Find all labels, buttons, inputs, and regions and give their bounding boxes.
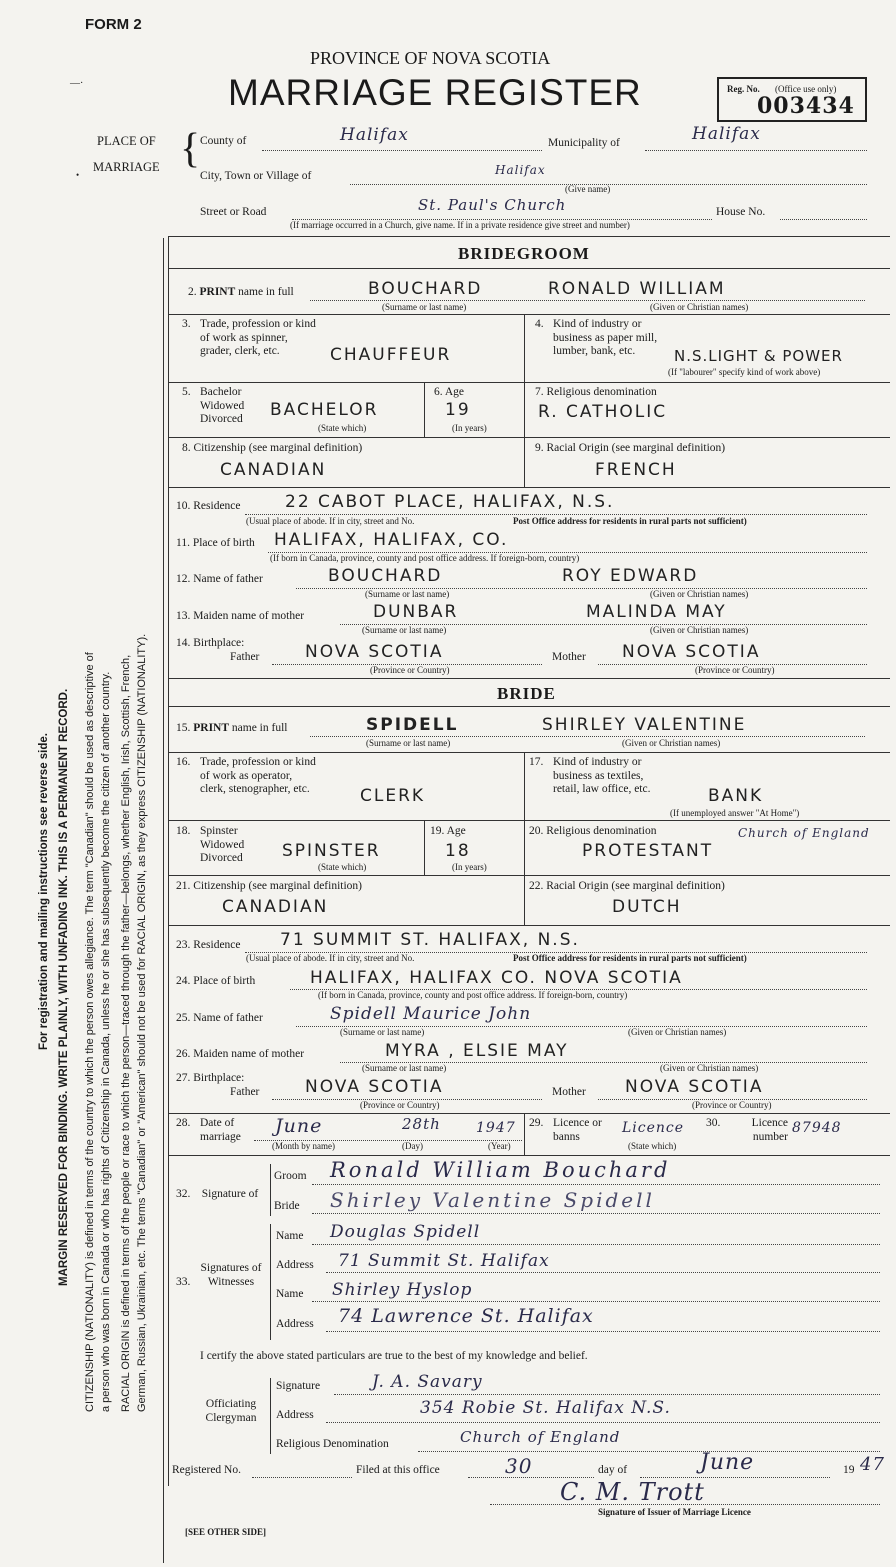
w1-address-label: Address (276, 1259, 314, 1271)
bride-religion-extra: Church of England (738, 826, 870, 840)
father-given-note: (Given or Christian names) (650, 589, 749, 599)
groom-mother-surname: DUNBAR (373, 602, 459, 622)
see-other-side: [SEE OTHER SIDE] (185, 1527, 267, 1537)
groom-status: BACHELOR (270, 400, 379, 420)
witness1-name: Douglas Spidell (330, 1222, 481, 1242)
reg-number-box (717, 77, 867, 122)
officiating-label: Officiating Clergyman (205, 1398, 257, 1424)
f18-label: Spinster Widowed Divorced (200, 825, 245, 864)
reg-label: Reg. No. (727, 84, 760, 94)
place-label-1: PLACE OF (97, 134, 156, 148)
margin-racial-def-2: German, Russian, Ukrainian, etc. The terms "Canadian" or "American" should not be used for RACIAL ORIGIN, as they express CITIZENSHIP (NATIONALITY). (136, 633, 148, 1412)
bride-age: 18 (445, 841, 471, 861)
day-of-label: day of (598, 1464, 628, 1476)
f25-label: Name of father (193, 1012, 263, 1024)
bride-status: SPINSTER (282, 841, 381, 861)
filed-label: Filed at this office (356, 1464, 440, 1476)
groom-industry: N.S.LIGHT & POWER (674, 347, 843, 365)
bride-given: SHIRLEY VALENTINE (542, 715, 747, 735)
f19-label: Age (446, 825, 466, 837)
groom-surname: BOUCHARD (368, 279, 483, 299)
bridegroom-heading: BRIDEGROOM (458, 244, 590, 263)
bride-print-label: PRINT (193, 722, 230, 734)
groom-state-which: (State which) (318, 423, 367, 433)
f27-label: Birthplace: (193, 1072, 245, 1084)
birth-note: (If born in Canada, province, county and post office address. If foreign-born, country) (270, 553, 580, 563)
groom-mother-birthplace: NOVA SCOTIA (622, 642, 761, 662)
margin-citizenship-def-1: CITIZENSHIP (NATIONALITY) is defined in terms of the country to which the person owes allegiance. The term "Canadian" should be used as descriptive of (84, 652, 96, 1412)
mother-given-note: (Given or Christian names) (650, 625, 749, 635)
f22-label: Racial Origin (see marginal definition) (546, 880, 725, 892)
bride-birthplace: HALIFAX, HALIFAX CO. NOVA SCOTIA (310, 968, 683, 988)
bride-surname: SPIDELL (366, 715, 459, 735)
filed-year: 47 (860, 1454, 885, 1475)
filed-month: June (700, 1450, 755, 1475)
clergy-address-label: Address (276, 1409, 314, 1421)
bride-mother-country-note: (Province or Country) (692, 1100, 772, 1110)
licence-number: 87948 (792, 1120, 842, 1136)
bride-industry: BANK (708, 786, 764, 806)
bride-birth-note: (If born in Canada, province, county and post office address. If foreign-born, country) (318, 990, 628, 1000)
margin-binding-note: MARGIN RESERVED FOR BINDING. WRITE PLAINLY, WITH UNFADING INK. THIS IS A PERMANENT RECORD. (58, 688, 70, 1286)
bride-given-note: (Given or Christian names) (622, 738, 721, 748)
residence-note-a: (Usual place of abode. If in city, street and No. (246, 516, 415, 526)
street-label: Street or Road (200, 206, 267, 218)
f30-label: Licence number (751, 1117, 788, 1143)
groom-father-given: ROY EDWARD (562, 566, 699, 586)
f32-label: Signature of (201, 1188, 259, 1200)
bride-state-which: (State which) (318, 862, 367, 872)
municipality-value: Halifax (692, 124, 761, 144)
f26-label: Maiden name of mother (193, 1048, 305, 1060)
bride-father-country-note: (Province or Country) (360, 1100, 440, 1110)
place-label-2: MARRIAGE (93, 160, 160, 174)
groom-mother-bp-label: Mother (552, 651, 586, 663)
groom-origin: FRENCH (595, 460, 677, 480)
groom-given-note: (Given or Christian names) (650, 302, 749, 312)
year-prefix: 19 (843, 1464, 855, 1476)
mother-country-note: (Province or Country) (695, 665, 775, 675)
groom-sign-label: Groom (274, 1170, 307, 1182)
groom-given: RONALD WILLIAM (548, 279, 726, 299)
bride-mother-given-note: (Given or Christian names) (660, 1063, 759, 1073)
w2-address-label: Address (276, 1318, 314, 1330)
bride-name-in-full-label: name in full (231, 722, 288, 734)
bride-signature: Shirley Valentine Spidell (330, 1188, 655, 1212)
groom-in-years: (In years) (452, 423, 487, 433)
month-note: (Month by name) (272, 1141, 335, 1151)
f12-label: Name of father (193, 573, 263, 585)
groom-mother-given: MALINDA MAY (586, 602, 727, 622)
witness2-address: 74 Lawrence St. Halifax (338, 1305, 594, 1327)
clergy-sign-label: Signature (276, 1380, 321, 1392)
f4-label: Kind of industry or business as paper mill, lumber, bank, etc. (553, 318, 658, 357)
county-label: County of (200, 135, 247, 147)
county-value: Halifax (340, 125, 409, 145)
bride-surname-note: (Surname or last name) (366, 738, 451, 748)
street-value: St. Paul's Church (418, 196, 567, 214)
registered-label: Registered No. (172, 1464, 241, 1476)
margin-citizenship-def-2: a person who was born in Canada or who has rights of Citizenship in Canada, unless he or she has subsequently become the citizen of another country. (100, 671, 112, 1412)
father-surname-note: (Surname or last name) (365, 589, 450, 599)
bride-sign-label: Bride (274, 1200, 300, 1212)
groom-trade: CHAUFFEUR (330, 345, 452, 365)
bride-father-given-note: (Given or Christian names) (628, 1027, 727, 1037)
groom-father-bp-label: Father (230, 651, 260, 663)
house-label: House No. (716, 206, 766, 218)
street-note: (If marriage occurred in a Church, give name. If in a private residence give street and number) (290, 220, 630, 230)
f21-label: Citizenship (see marginal definition) (193, 880, 362, 892)
print-label: PRINT (199, 286, 236, 298)
f33-label: Signatures of Witnesses (200, 1262, 262, 1288)
f8-label: Citizenship (see marginal definition) (193, 442, 363, 454)
bride-heading: BRIDE (497, 684, 556, 703)
clergy-address: 354 Robie St. Halifax N.S. (420, 1398, 671, 1418)
bride-mother-surname-note: (Surname or last name) (362, 1063, 447, 1073)
year-note: (Year) (488, 1141, 511, 1151)
licence-or-banns: Licence (622, 1120, 685, 1136)
bride-citizenship: CANADIAN (222, 897, 329, 917)
bride-in-years: (In years) (452, 862, 487, 872)
name-in-full-label: name in full (238, 286, 294, 298)
f11-label: Place of birth (192, 537, 255, 549)
groom-residence: 22 CABOT PLACE, HALIFAX, N.S. (285, 492, 615, 512)
city-value: Halifax (495, 163, 546, 177)
f4-note: (If "labourer" specify kind of work above) (668, 367, 821, 377)
mother-surname-note: (Surname or last name) (362, 625, 447, 635)
bride-father-surname-note: (Surname or last name) (340, 1027, 425, 1037)
municipality-label: Municipality of (548, 137, 620, 149)
bride-mother-maiden: MYRA , ELSIE MAY (385, 1041, 569, 1061)
father-country-note: (Province or Country) (370, 665, 450, 675)
issuer-label: Signature of Issuer of Marriage Licence (598, 1507, 751, 1517)
f23-label: Residence (193, 939, 241, 951)
form-number: FORM 2 (85, 16, 142, 33)
bride-mother-birthplace: NOVA SCOTIA (625, 1077, 764, 1097)
f6-label: Age (444, 386, 465, 398)
marriage-day: 28th (402, 1115, 441, 1133)
f3-label: Trade, profession or kind of work as spinner, grader, clerk, etc. (200, 318, 316, 357)
groom-citizenship: CANADIAN (220, 460, 327, 480)
denomination-label: Religious Denomination (276, 1438, 389, 1450)
clergy-signature: J. A. Savary (372, 1372, 483, 1392)
f16-label: Trade, profession or kind of work as operator, clerk, stenographer, etc. (200, 756, 316, 795)
f10-label: Residence (193, 500, 241, 512)
f20-label: Religious denomination (546, 825, 657, 837)
bride-residence-note-b: Post Office address for residents in rural parts not sufficient) (513, 953, 747, 963)
page-title: MARRIAGE REGISTER (228, 72, 642, 113)
filed-day: 30 (505, 1454, 533, 1478)
f9-label: Racial Origin (see marginal definition) (546, 442, 726, 454)
give-name-note: (Give name) (565, 184, 611, 194)
groom-surname-note: (Surname or last name) (382, 302, 467, 312)
f17-note: (If unemployed answer "At Home") (670, 808, 800, 818)
f24-label: Place of birth (193, 975, 256, 987)
bride-mother-bp-label: Mother (552, 1086, 586, 1098)
bride-residence: 71 SUMMIT ST. HALIFAX, N.S. (280, 930, 580, 950)
f13-label: Maiden name of mother (193, 610, 305, 622)
bride-father-bp-label: Father (230, 1086, 260, 1098)
clergy-denomination: Church of England (460, 1428, 621, 1446)
province-heading: PROVINCE OF NOVA SCOTIA (310, 48, 551, 68)
groom-religion: R. CATHOLIC (538, 402, 668, 422)
groom-age: 19 (445, 400, 471, 420)
bride-origin: DUTCH (612, 897, 682, 917)
groom-father-surname: BOUCHARD (328, 566, 443, 586)
bride-religion: PROTESTANT (582, 841, 714, 861)
f5-label: Bachelor Widowed Divorced (200, 386, 245, 425)
groom-signature: Ronald William Bouchard (330, 1158, 671, 1182)
residence-note-b: Post Office address for residents in rural parts not sufficient) (513, 516, 747, 526)
witness1-address: 71 Summit St. Halifax (338, 1251, 550, 1271)
f29-label: Licence or banns (553, 1117, 602, 1143)
reg-office-note: (Office use only) (775, 84, 837, 94)
groom-birthplace: HALIFAX, HALIFAX, CO. (274, 530, 509, 550)
bride-trade: CLERK (360, 786, 426, 806)
bride-father: Spidell Maurice John (330, 1004, 532, 1024)
f7-label: Religious denomination (546, 386, 657, 398)
margin-racial-def-1: RACIAL ORIGIN is defined in terms of the people or race to which the person—traced through the father—belongs, whether English, Irish, Scottish, French, (120, 654, 132, 1412)
w1-name-label: Name (276, 1230, 304, 1242)
reg-number: 003434 (757, 93, 855, 119)
f14-label: Birthplace: (193, 637, 245, 649)
bride-father-birthplace: NOVA SCOTIA (305, 1077, 444, 1097)
groom-father-birthplace: NOVA SCOTIA (305, 642, 444, 662)
f28-label: Date of marriage (200, 1117, 241, 1143)
marriage-month: June (275, 1115, 323, 1137)
witness2-name: Shirley Hyslop (332, 1280, 473, 1300)
city-label: City, Town or Village of (200, 170, 312, 182)
w2-name-label: Name (276, 1288, 304, 1300)
issuer-signature: C. M. Trott (560, 1478, 705, 1506)
margin-instructions: For registration and mailing instructions see reverse side. (38, 733, 50, 1050)
day-note: (Day) (402, 1141, 423, 1151)
f17-label: Kind of industry or business as textiles, retail, law office, etc. (553, 756, 651, 795)
bride-residence-note-a: (Usual place of abode. If in city, street and No. (246, 953, 415, 963)
marriage-year: 1947 (476, 1120, 516, 1136)
which-note: (State which) (628, 1141, 677, 1151)
certify-statement: I certify the above stated particulars are true to the best of my knowledge and belief. (200, 1350, 588, 1362)
